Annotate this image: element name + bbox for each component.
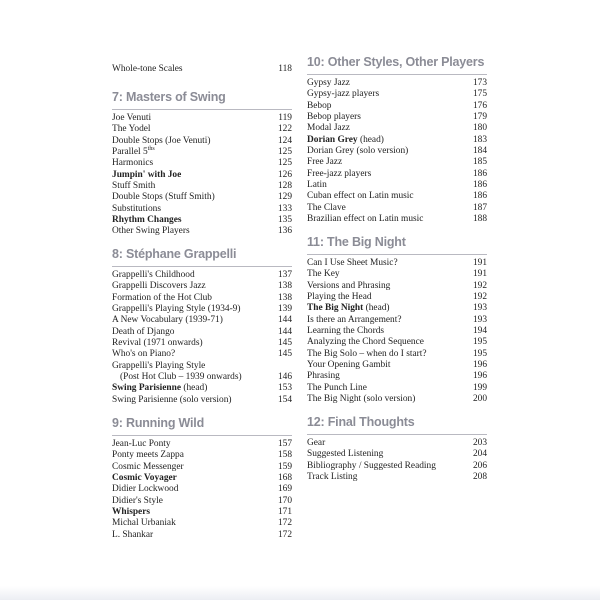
toc-entry[interactable] (307, 203, 487, 214)
toc-entry-title-text: Gear (307, 438, 326, 448)
toc-entry-page-number: 180 (472, 123, 487, 134)
toc-entry-page-number: 172 (277, 529, 292, 540)
toc-entry[interactable] (112, 439, 292, 450)
toc-entry[interactable] (307, 326, 487, 337)
toc-entry[interactable] (307, 269, 487, 280)
toc-entry-page-number: 171 (277, 507, 292, 518)
toc-entry-page-number: 154 (277, 394, 292, 405)
toc-entry[interactable] (112, 64, 292, 75)
toc-entry-page-number: 186 (472, 191, 487, 202)
toc-entry-title (112, 181, 155, 192)
toc-entry-page-number: 192 (472, 280, 487, 291)
toc-entry-page-number: 144 (277, 326, 292, 337)
toc-entry-page-number: 135 (277, 215, 292, 226)
toc-entry-title (112, 530, 153, 541)
toc-entry-page-number: 170 (277, 495, 292, 506)
toc-entry[interactable] (307, 157, 487, 168)
toc-entry-page-number: 175 (472, 89, 487, 100)
toc-entry[interactable] (112, 496, 292, 507)
toc-entry-title-text: Formation of the Hot Club (112, 292, 212, 303)
toc-entry[interactable] (307, 438, 487, 449)
toc-entry[interactable] (112, 281, 292, 292)
toc-entry-title (112, 462, 184, 473)
toc-entry-title-text: Swing Parisienne (solo version) (112, 394, 232, 405)
toc-entry[interactable] (112, 158, 292, 169)
toc-entry-title-text: Substitutions (112, 203, 161, 214)
toc-entry-title (307, 461, 436, 472)
toc-entry-title-text: Michal Urbaniak (112, 518, 176, 529)
toc-entry-title-text: Free-jazz players (307, 168, 372, 179)
toc-entry-title (112, 192, 215, 203)
toc-entry-title-text: Who's on Piano? (112, 349, 176, 360)
section-heading: 11: The Big Night (307, 235, 406, 249)
toc-entry-page-number: 203 (472, 438, 487, 448)
toc-entry-title (112, 170, 181, 181)
toc-entry-title-text: Grappelli's Childhood (112, 270, 195, 280)
toc-entry-title (112, 147, 155, 158)
toc-entry-page-number: 146 (277, 372, 292, 383)
toc-entry-title-text: Bibliography / Suggested Reading (307, 460, 436, 471)
toc-entry[interactable] (307, 101, 487, 112)
toc-entry-title-text: Your Opening Gambit (307, 360, 391, 371)
toc-entry-title-text: Bebop (307, 100, 332, 111)
toc-section (112, 415, 292, 541)
page-bottom-edge (0, 586, 600, 600)
toc-entry-page-number: 137 (277, 270, 292, 280)
toc-entry-title-text: Whole-tone Scales (112, 64, 183, 74)
toc-entry[interactable] (307, 292, 487, 303)
toc-entry-page-number: 136 (277, 226, 292, 237)
section-heading: 7: Masters of Swing (112, 90, 226, 104)
toc-entry-page-number: 199 (472, 382, 487, 393)
toc-entry[interactable] (307, 146, 487, 157)
toc-entry-title (307, 315, 402, 326)
toc-entry-page-number: 118 (278, 64, 292, 74)
toc-entry-title (112, 64, 183, 75)
toc-entry-title-text: L. Shankar (112, 529, 154, 540)
toc-entry-title (112, 439, 171, 450)
toc-entry-title-text: Playing the Head (307, 292, 372, 303)
toc-entry-title-text: Dorian Grey (solo version) (307, 146, 409, 157)
toc-entry-title (112, 304, 241, 315)
toc-entry-title (112, 349, 175, 360)
toc-entry-page-number: 125 (277, 158, 292, 169)
toc-entry[interactable] (307, 169, 487, 180)
toc-entry[interactable] (307, 349, 487, 360)
toc-entry-title-text: Track Listing (307, 472, 358, 483)
toc-entry-title-text: The Clave (307, 202, 346, 213)
toc-entry-title-text: Cosmic Messenger (112, 461, 184, 472)
toc-entry-title (112, 496, 163, 507)
toc-entry-page-number: 139 (277, 304, 292, 315)
toc-entry-page-number: 144 (277, 315, 292, 326)
toc-entry[interactable] (307, 191, 487, 202)
toc-entry-page-number: 186 (472, 168, 487, 179)
toc-entry-title-text: Brazilian effect on Latin music (307, 214, 424, 225)
toc-entry-title-text: Revival (1971 onwards) (112, 338, 203, 349)
toc-entry-title-text: Didier Lockwood (112, 484, 179, 495)
toc-entry[interactable] (112, 113, 292, 124)
toc-entry[interactable] (307, 214, 487, 225)
toc-entry-title-text: Swing Parisienne (112, 383, 182, 394)
toc-entry-page-number: 119 (278, 113, 292, 123)
toc-entry-title (112, 136, 211, 147)
toc-entry-title (112, 507, 150, 518)
toc-entry-page-number: 169 (277, 484, 292, 495)
toc-entry[interactable] (307, 371, 487, 382)
toc-entry-title (307, 214, 423, 225)
toc-entry[interactable] (307, 78, 487, 89)
toc-entry-title-text: Grappelli's Playing Style (1934-9) (112, 304, 241, 315)
toc-entry[interactable] (307, 303, 487, 314)
toc-entry-title-text: The Big Night (307, 303, 364, 314)
toc-entry-title (307, 360, 390, 371)
toc-entry-title-text: Joe Venuti (112, 113, 152, 123)
toc-section (112, 246, 292, 406)
toc-entry[interactable] (112, 304, 292, 315)
toc-entry-page-number: 191 (472, 269, 487, 280)
toc-entry-title-text: Is there an Arrangement? (307, 314, 402, 325)
toc-entry[interactable] (112, 315, 292, 326)
toc-entry-page-number: 138 (277, 292, 292, 303)
toc-entry-title (307, 438, 325, 449)
toc-entry-page-number: 153 (277, 383, 292, 394)
toc-entry-title (112, 327, 174, 338)
toc-entry-title-text: (Post Hot Club – 1939 onwards) (120, 372, 242, 383)
toc-entry-page-number: 157 (277, 439, 292, 449)
toc-entry-title (307, 146, 408, 157)
toc-entry[interactable] (112, 181, 292, 192)
toc-entry-page-number: 185 (472, 157, 487, 168)
toc-entry-title (307, 281, 390, 292)
toc-entry-title-text: Gypsy-jazz players (307, 89, 380, 100)
toc-entry-title (307, 371, 340, 382)
toc-entry-title-text: Didier's Style (112, 495, 163, 506)
toc-entry-superscript: ths (147, 146, 155, 153)
toc-entry-page-number: 145 (277, 349, 292, 360)
toc-section (112, 64, 292, 75)
toc-entry-title-text: Phrasing (307, 371, 340, 382)
section-heading: 12: Final Thoughts (307, 415, 415, 429)
toc-entry-title (307, 78, 350, 89)
toc-entry-suffix: (head) (181, 383, 208, 394)
toc-entry-title-text: Suggested Listening (307, 449, 384, 460)
toc-entry[interactable] (307, 461, 487, 472)
toc-entry-page-number: 204 (472, 449, 487, 460)
toc-entry-title (307, 135, 384, 146)
toc-entry-title-text: Stuff Smith (112, 181, 156, 192)
toc-entry-page-number: 208 (472, 472, 487, 483)
toc-entry-title (307, 303, 390, 314)
toc-entry-title (307, 157, 342, 168)
toc-entry-suffix: (head) (357, 134, 384, 145)
toc-entry-title (307, 101, 331, 112)
toc-entry[interactable] (307, 383, 487, 394)
toc-entry[interactable] (112, 327, 292, 338)
section-divider (307, 254, 487, 255)
toc-entry-page-number: 158 (277, 450, 292, 461)
toc-entry-title (112, 124, 151, 135)
toc-entry[interactable] (112, 349, 292, 360)
toc-entry-title-text: Cuban effect on Latin music (307, 191, 414, 202)
toc-entry-title (112, 518, 176, 529)
toc-entry[interactable] (112, 293, 292, 304)
toc-entry-page-number: 193 (472, 314, 487, 325)
toc-entry-title (307, 191, 414, 202)
toc-entry-title (112, 215, 182, 226)
toc-entry-title (112, 473, 177, 484)
toc-entry-page-number: 192 (472, 292, 487, 303)
section-heading: 10: Other Styles, Other Players (307, 55, 485, 69)
toc-entry-title-text: Parallel 5 (112, 147, 148, 158)
toc-section (112, 89, 292, 238)
toc-entry-title (307, 258, 398, 269)
toc-entry[interactable] (307, 394, 487, 405)
toc-entry-page-number: 173 (472, 78, 487, 88)
toc-entry-title (112, 270, 195, 281)
toc-section (307, 234, 487, 405)
toc-entry-title-text: Bebop players (307, 112, 361, 123)
toc-entry-title (112, 484, 178, 495)
toc-entry-title-text: Rhythm Changes (112, 215, 182, 226)
toc-entry-title-text: Latin (307, 180, 327, 191)
section-heading: 9: Running Wild (112, 416, 205, 430)
toc-entry-title (112, 158, 153, 169)
toc-entry-page-number: 183 (472, 134, 487, 145)
toc-entry-page-number: 188 (472, 214, 487, 225)
toc-entry-title (307, 112, 361, 123)
toc-entry-page-number: 195 (472, 348, 487, 359)
toc-entry[interactable] (307, 337, 487, 348)
section-divider (112, 266, 292, 267)
toc-entry-title-text: The Big Night (solo version) (307, 394, 416, 405)
toc-entry-title (307, 292, 372, 303)
toc-entry-title-text: A New Vocabulary (1939-71) (112, 315, 223, 326)
toc-entry-title-text: Ponty meets Zappa (112, 450, 184, 461)
toc-entry-page-number: 124 (277, 135, 292, 146)
toc-entry-page-number: 187 (472, 202, 487, 213)
toc-entry-title-text: Grappelli Discovers Jazz (112, 281, 206, 292)
toc-entry[interactable] (112, 462, 292, 473)
toc-entry-page-number: 159 (277, 461, 292, 472)
toc-entry-title (112, 226, 190, 237)
toc-entry[interactable] (112, 192, 292, 203)
toc-entry[interactable] (112, 450, 292, 461)
toc-entry-title-text: Whispers (112, 507, 151, 518)
toc-entry-title (112, 293, 212, 304)
toc-entry-title (112, 204, 161, 215)
toc-entry-title-text: Grappelli's Playing Style (112, 360, 206, 371)
toc-entry-title-text: Death of Django (112, 326, 175, 337)
section-heading: 8: Stéphane Grappelli (112, 247, 237, 261)
toc-entry-title-text: Jumpin' with Joe (112, 169, 182, 180)
toc-entry-title (112, 281, 206, 292)
toc-entry-title-text: The Key (307, 269, 340, 280)
toc-entry-title (112, 450, 184, 461)
toc-entry-page-number: 133 (277, 203, 292, 214)
toc-entry[interactable] (112, 383, 292, 394)
toc-entry-title (112, 315, 223, 326)
toc-entry[interactable] (307, 258, 487, 269)
toc-entry[interactable] (307, 135, 487, 146)
toc-entry[interactable] (112, 473, 292, 484)
toc-entry-title-text: Analyzing the Chord Sequence (307, 337, 424, 348)
toc-entry[interactable] (112, 226, 292, 237)
toc-entry-title-text: Versions and Phrasing (307, 280, 391, 291)
toc-entry-title-text: Free Jazz (307, 157, 343, 168)
toc-entry[interactable] (307, 89, 487, 100)
toc-entry[interactable] (307, 472, 487, 483)
toc-entry[interactable] (112, 395, 292, 406)
toc-entry[interactable] (112, 372, 292, 383)
section-divider (112, 109, 292, 110)
toc-entry-title (307, 180, 327, 191)
toc-entry-page-number: 206 (472, 460, 487, 471)
toc-entry[interactable] (307, 449, 487, 460)
toc-entry-page-number: 126 (277, 169, 292, 180)
toc-entry-page-number: 129 (277, 192, 292, 203)
toc-entry-page-number: 179 (472, 112, 487, 123)
toc-entry-title-text: Cosmic Voyager (112, 473, 177, 484)
toc-entry-page-number: 196 (472, 360, 487, 371)
toc-entry-page-number: 191 (472, 258, 487, 268)
toc-entry-page-number: 186 (472, 180, 487, 191)
toc-entry-title-text: The Yodel (112, 124, 151, 135)
toc-entry-title-text: Double Stops (Joe Venuti) (112, 135, 211, 146)
toc-entry[interactable] (112, 124, 292, 135)
toc-entry[interactable] (112, 518, 292, 529)
toc-entry-page-number: 194 (472, 326, 487, 337)
toc-entry-page-number: 168 (277, 473, 292, 484)
toc-entry-page-number: 195 (472, 337, 487, 348)
toc-entry-page-number: 125 (277, 147, 292, 158)
toc-entry-title (112, 338, 203, 349)
toc-section (307, 54, 487, 225)
toc-entry-page-number: 196 (472, 371, 487, 382)
toc-entry-title-text: Jean-Luc Ponty (112, 439, 171, 449)
toc-entry-title-text: Gypsy Jazz (307, 78, 350, 88)
toc-entry[interactable] (112, 147, 292, 158)
toc-entry-page-number: 200 (472, 394, 487, 405)
toc-entry-title (307, 203, 346, 214)
toc-entry-title (120, 372, 242, 383)
toc-entry-title (307, 337, 424, 348)
section-divider (307, 434, 487, 435)
toc-entry[interactable] (112, 507, 292, 518)
toc-entry[interactable] (307, 123, 487, 134)
toc-entry[interactable] (112, 204, 292, 215)
toc-entry-title (112, 383, 207, 394)
toc-entry-title (307, 449, 383, 460)
toc-entry[interactable] (307, 315, 487, 326)
toc-entry[interactable] (112, 361, 292, 372)
toc-entry-page-number: 172 (277, 518, 292, 529)
toc-entry-title (112, 361, 205, 372)
toc-section (307, 414, 487, 483)
toc-entry-title (307, 89, 379, 100)
toc-entry-title-text: The Punch Line (307, 382, 367, 393)
toc-entry-title (307, 326, 384, 337)
toc-entry[interactable] (307, 112, 487, 123)
toc-entry-title (307, 123, 350, 134)
section-divider (307, 74, 487, 75)
toc-entry-title-text: Can I Use Sheet Music? (307, 258, 398, 268)
toc-entry-title (307, 169, 371, 180)
toc-entry-title (307, 269, 340, 280)
toc-entry-title-text: Harmonics (112, 158, 154, 169)
toc-entry-title (307, 383, 367, 394)
toc-entry-title (307, 472, 357, 483)
toc-entry[interactable] (112, 170, 292, 181)
toc-entry[interactable] (112, 215, 292, 226)
toc-entry-page-number: 128 (277, 181, 292, 192)
toc-entry[interactable] (112, 484, 292, 495)
toc-entry[interactable] (307, 281, 487, 292)
toc-entry-title-text: Double Stops (Stuff Smith) (112, 192, 215, 203)
toc-entry-page-number: 145 (277, 338, 292, 349)
toc-entry[interactable] (307, 180, 487, 191)
toc-entry[interactable] (112, 530, 292, 541)
toc-entry-title-text: Dorian Grey (307, 134, 358, 145)
toc-entry[interactable] (307, 360, 487, 371)
toc-entry[interactable] (112, 270, 292, 281)
toc-entry-suffix: (head) (363, 303, 390, 314)
toc-entry-title-text: Learning the Chords (307, 326, 385, 337)
toc-entry-page-number: 193 (472, 303, 487, 314)
toc-entry-title (112, 395, 232, 406)
toc-entry-page-number: 176 (472, 100, 487, 111)
toc-entry[interactable] (112, 338, 292, 349)
toc-entry-page-number: 184 (472, 146, 487, 157)
toc-entry-page-number: 122 (277, 124, 292, 135)
toc-entry[interactable] (112, 136, 292, 147)
toc-entry-title-text: The Big Solo – when do I start? (307, 348, 427, 359)
toc-entry-title (112, 113, 151, 124)
toc-entry-page-number: 138 (277, 281, 292, 292)
section-divider (112, 435, 292, 436)
toc-entry-title (307, 394, 415, 405)
toc-entry-title-text: Other Swing Players (112, 226, 190, 237)
toc-entry-title (307, 349, 427, 360)
toc-entry-title-text: Modal Jazz (307, 123, 350, 134)
